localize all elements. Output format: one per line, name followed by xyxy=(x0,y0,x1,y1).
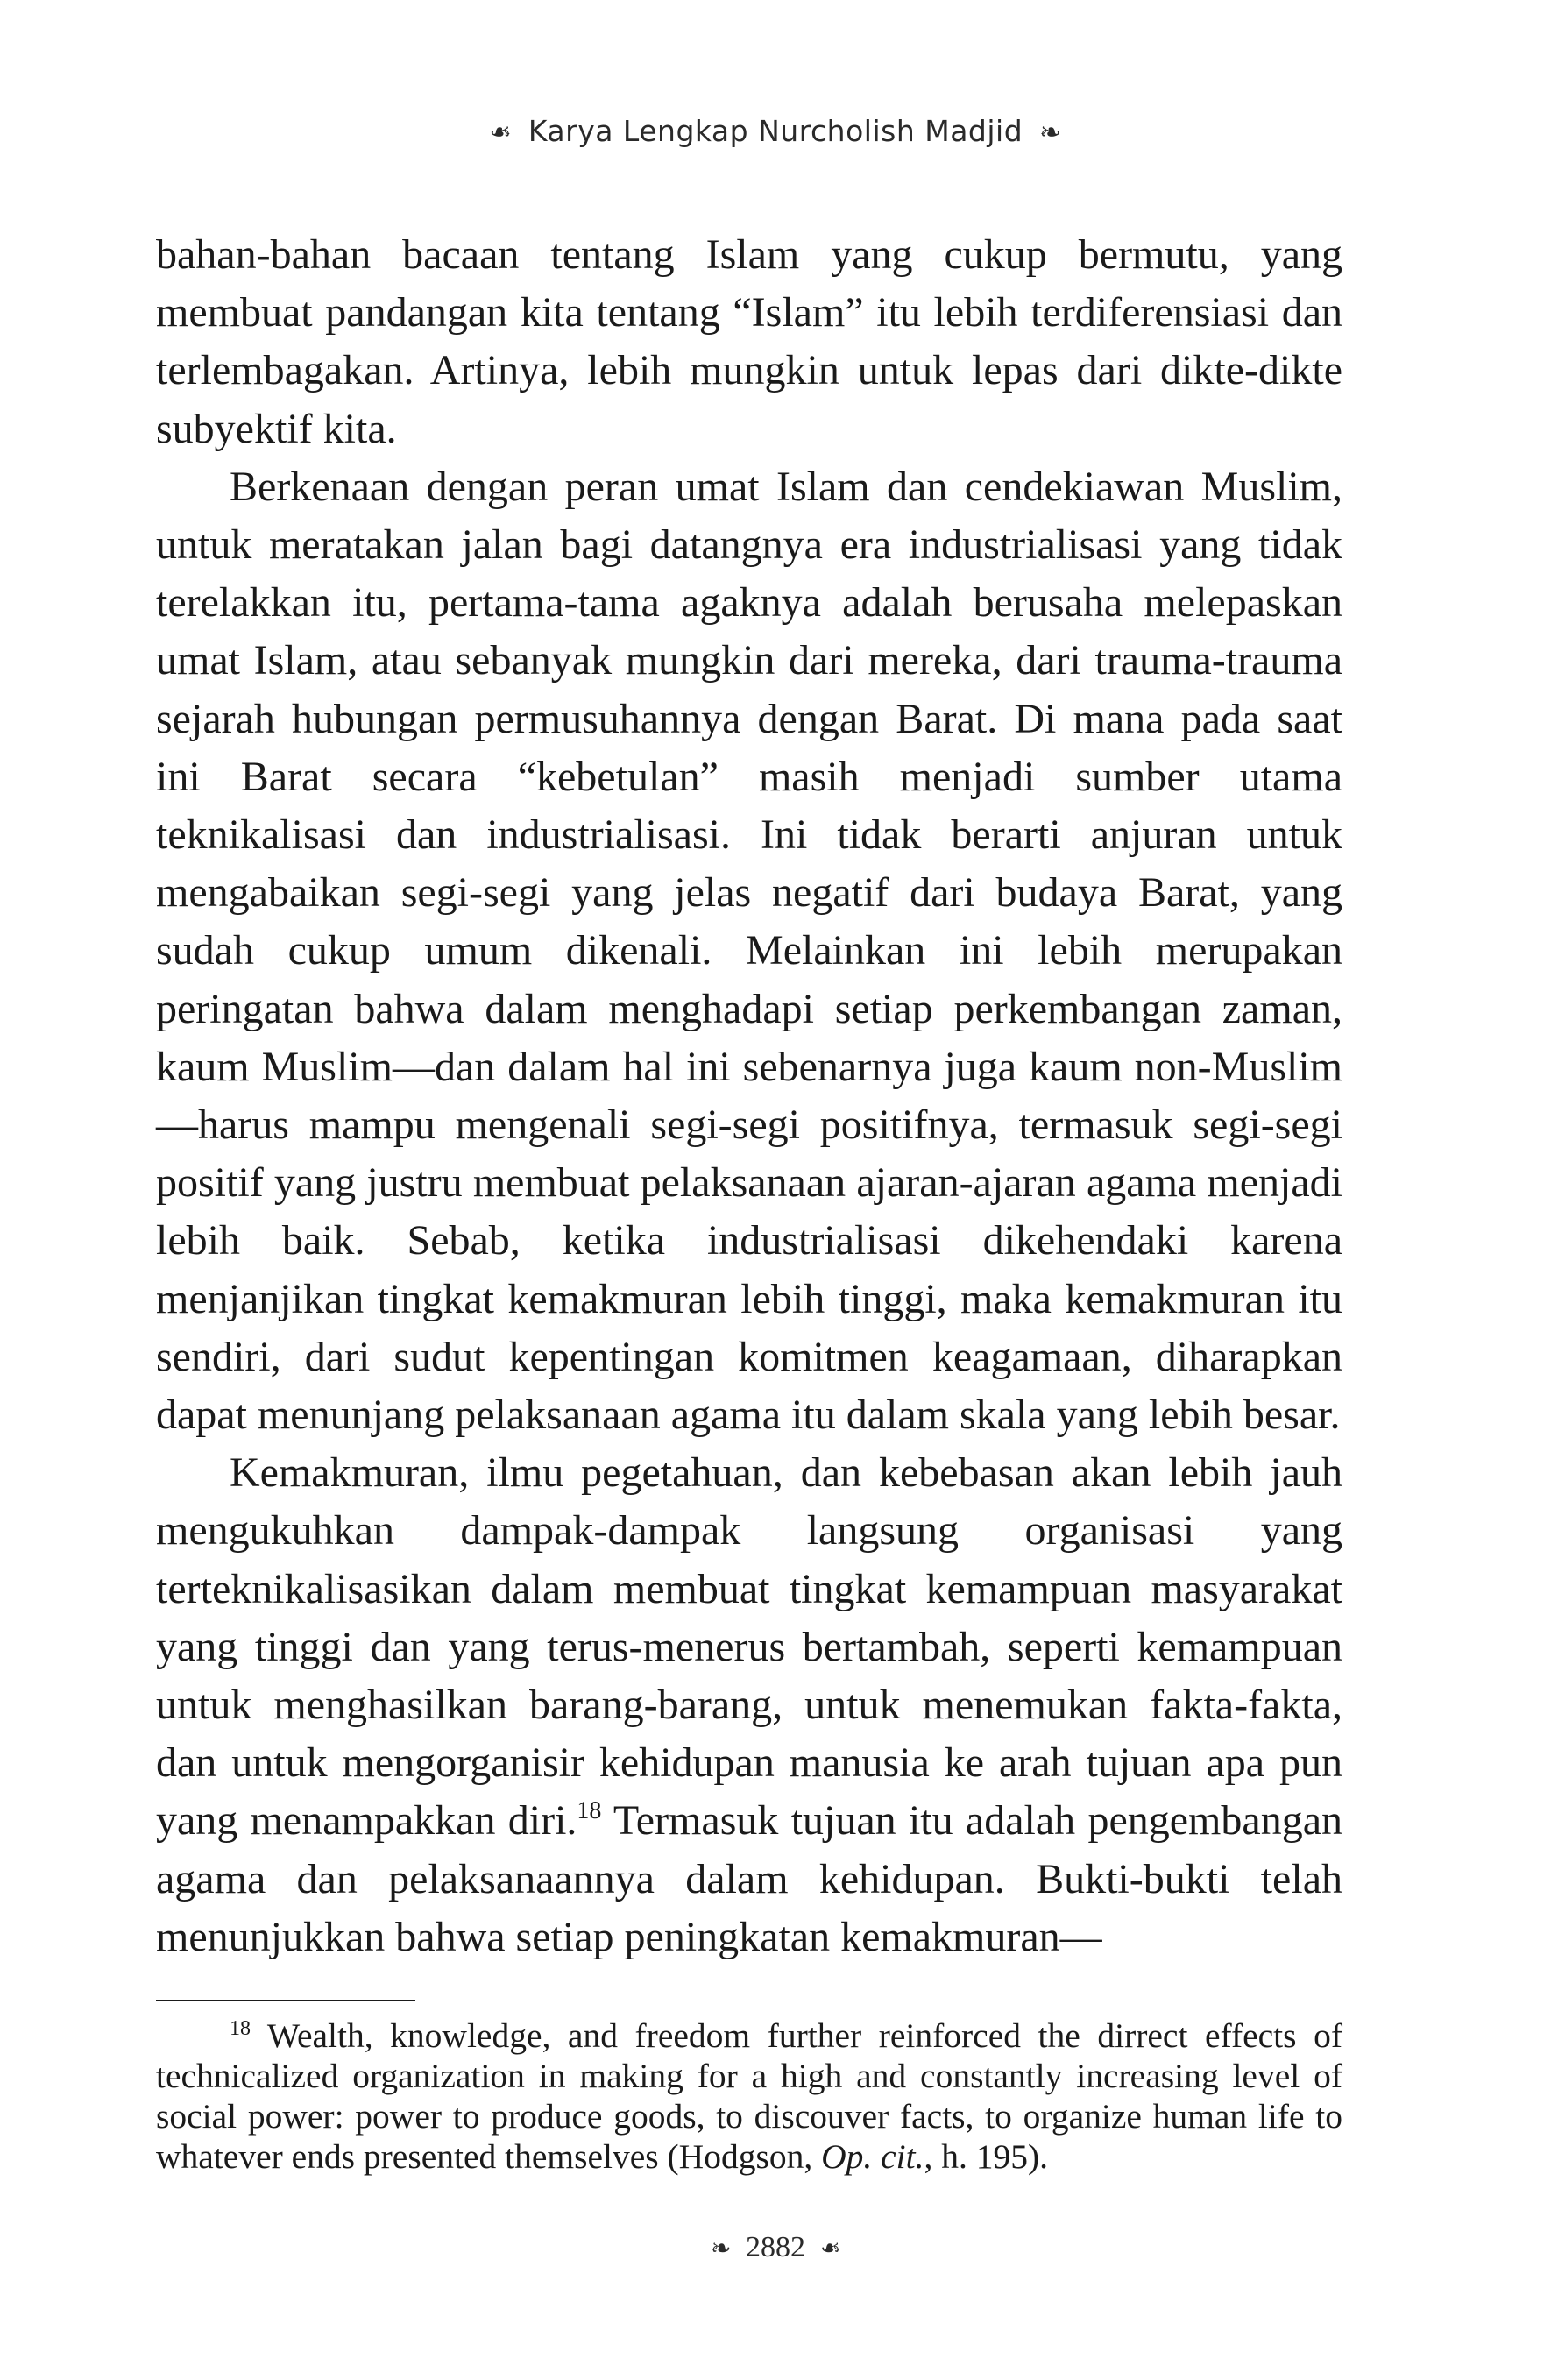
footnote-text-2: , h. 195). xyxy=(924,2137,1048,2176)
fleuron-right-icon: ❧ xyxy=(1039,117,1062,148)
book-title: Karya Lengkap Nurcholish Madjid xyxy=(528,114,1023,148)
page-number: 2882 xyxy=(746,2231,805,2263)
footnote-text-1: Wealth, knowledge, and freedom further reinforced the dirrect effects of technicalized organization in making for a high and constantly increasing level of social power: power to produce goods, to discouver facts, to organize human life to whatever ends presented themselves (Hodgson, xyxy=(156,2016,1342,2176)
footnote-reference[interactable]: 18 xyxy=(577,1797,602,1825)
fleuron-left-icon: ❧ xyxy=(489,117,512,148)
paragraph-3 xyxy=(156,1444,1342,1966)
footnotes xyxy=(156,2015,1342,2177)
footnote-number: 18 xyxy=(230,2017,251,2040)
main-text xyxy=(156,226,1342,1966)
page-footer xyxy=(0,2231,1551,2264)
fleuron-left-icon: ❧ xyxy=(711,2234,732,2263)
fleuron-right-icon: ❧ xyxy=(819,2234,840,2263)
paragraph-3-part-2: Termasuk tujuan itu adalah pengembangan agama dan pelaksanaannya dalam kehidupan. Bukti-bukti telah menunjukkan bahwa setiap peningkatan kemakmuran— xyxy=(156,1797,1342,1960)
footnote-18 xyxy=(156,2015,1342,2177)
footnote-separator xyxy=(156,2000,415,2001)
paragraph-3-part-1: Kemakmuran, ilmu pegetahuan, dan kebebasan akan lebih jauh mengukuhkan dampak-dampak langsung organisasi yang terteknikalisasikan dalam membuat tingkat kemampuan masyarakat yang tinggi dan yang terus-menerus bertambah, seperti kemampuan untuk menghasilkan barang-barang, untuk menemukan fakta-fakta, dan untuk mengorganisir kehidupan manusia ke arah tujuan apa pun yang menampakkan diri. xyxy=(156,1449,1342,1845)
paragraph-2: Berkenaan dengan peran umat Islam dan cendekiawan Muslim, untuk meratakan jalan bagi datangnya era industrialisasi yang tidak terelakkan itu, pertama-tama agaknya adalah berusaha melepaskan umat Islam, atau sebanyak mungkin dari mereka, dari trauma-trauma sejarah hubungan permusuhannya dengan Barat. Di mana pada saat ini Barat secara “kebetulan” masih menjadi sumber utama teknikalisasi dan industrialisasi. Ini tidak berarti anjuran untuk mengabaikan segi-segi yang jelas negatif dari budaya Barat, yang sudah cukup umum dikenali. Melainkan ini lebih merupakan peringatan bahwa dalam menghadapi setiap perkembangan zaman, kaum Muslim—dan dalam hal ini sebenarnya juga kaum non-Muslim—harus mampu mengenali segi-segi positifnya, termasuk segi-segi positif yang justru membuat pelaksanaan ajaran-ajaran agama menjadi lebih baik. Sebab, ketika industrialisasi dikehendaki karena menjanjikan tingkat kemakmuran lebih tinggi, maka kemakmuran itu sendiri, dari sudut kepentingan komitmen keagamaan, diharapkan dapat menunjang pelaksanaan agama itu dalam skala yang lebih besar. xyxy=(156,463,1342,1439)
running-header xyxy=(0,114,1551,148)
footnote-citation-italic: Op. cit. xyxy=(821,2137,924,2176)
paragraph-1: bahan-bahan bacaan tentang Islam yang cukup bermutu, yang membuat pandangan kita tentang “Islam” itu lebih terdiferensiasi dan terlembagakan. Artinya, lebih mungkin untuk lepas dari dikte-dikte subyektif kita. xyxy=(156,231,1342,452)
